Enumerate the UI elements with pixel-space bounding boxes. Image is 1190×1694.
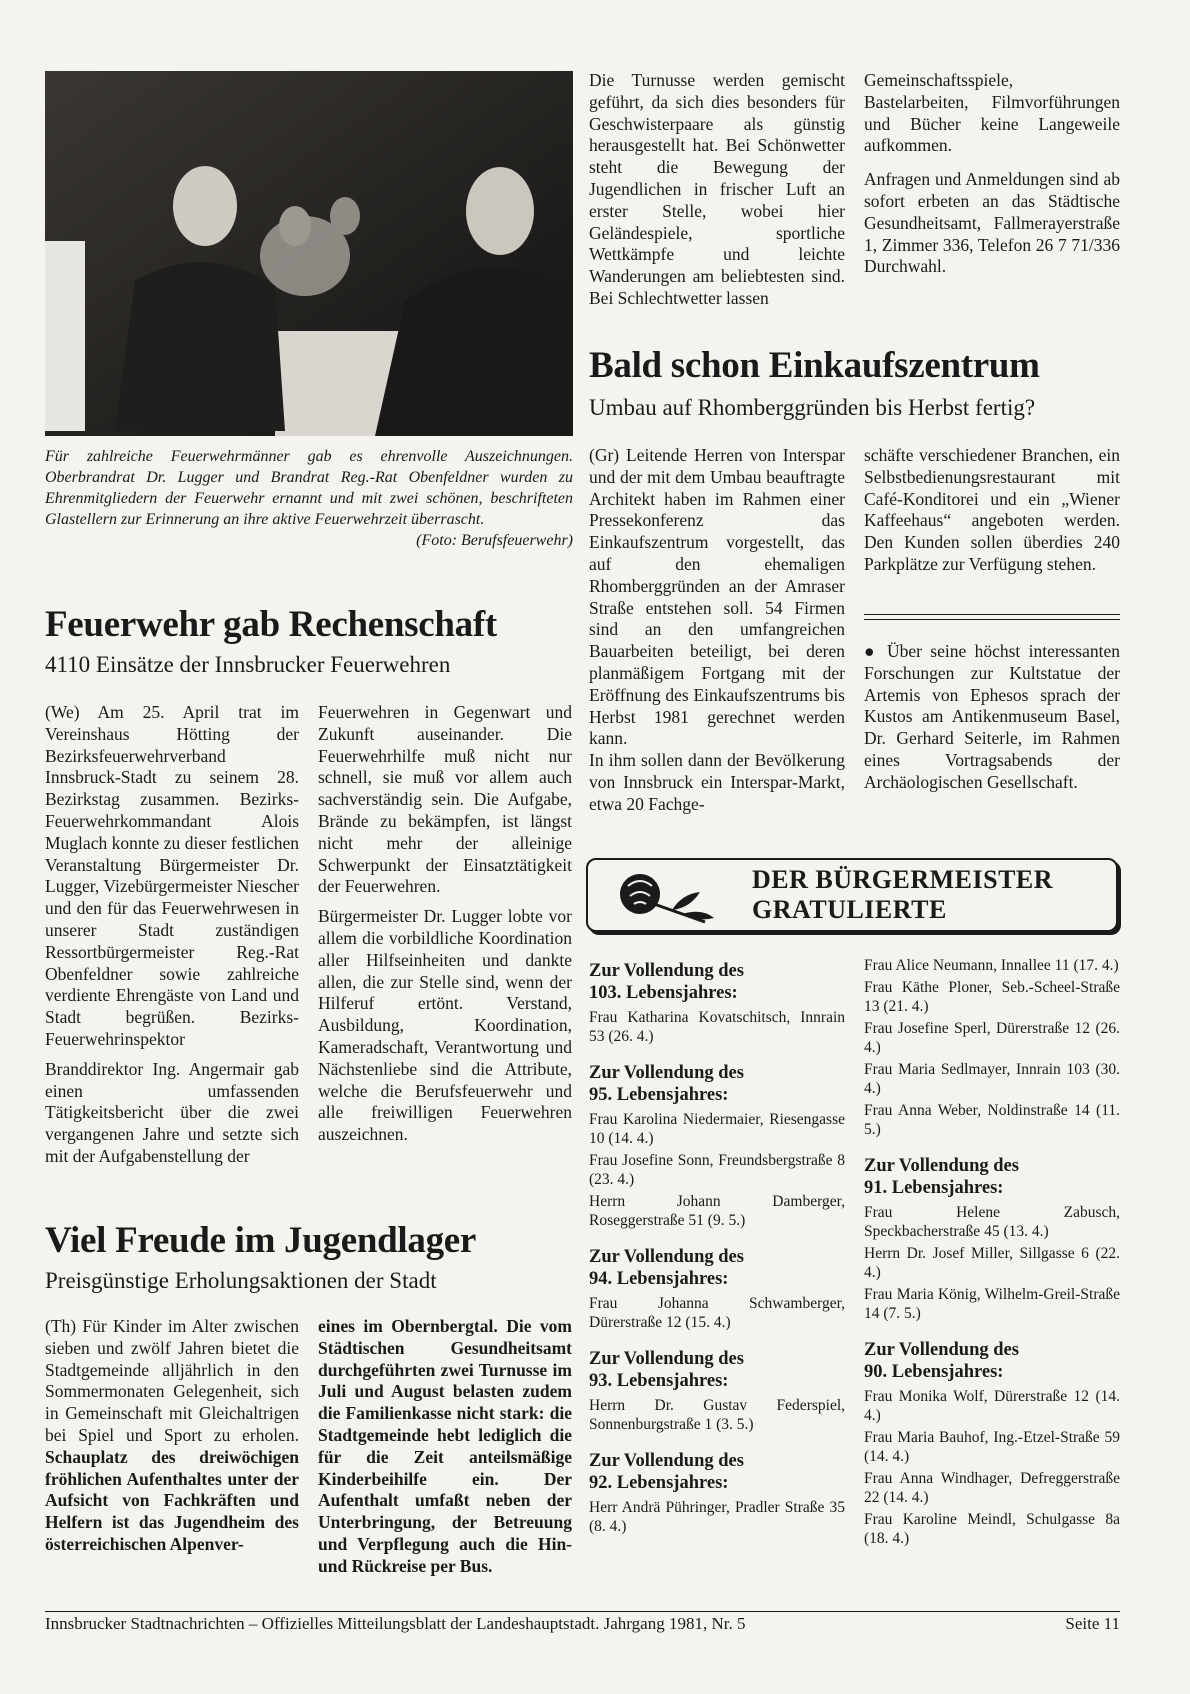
jugend-title: Viel Freude im Jugendlager (45, 1220, 477, 1261)
caption-credit: (Foto: Berufsfeuerwehr) (416, 532, 573, 549)
jugend-col1 (45, 1316, 299, 1564)
turnusse-col1-text: Die Turnusse werden gemischt geführt, da sich dies besonders für Geschwisterpaare als günstig herausgestellt hat. Bei Schönwetter steht die Bewegung der Jugendlichen in frischer Luft an erster Stelle, wobei hier Geländespiele, sportliche Wettkämpfe und leichte Wanderungen am beliebtesten sind. Bei Schlechtwetter lassen (589, 70, 845, 308)
gratulation-heading (864, 1339, 1120, 1383)
gratulation-heading-line2: 91. Lebensjahres: (864, 1178, 1004, 1198)
gratulation-group (589, 1450, 845, 1536)
gratulation-entry: Frau Maria Sedlmayer, Innrain 103 (30. 4.) (864, 1061, 1120, 1097)
column-divider (864, 614, 1120, 615)
gratulation-entry: Herrn Johann Damberger, Roseggerstraße 51 (9. 5.) (589, 1193, 845, 1229)
gratulation-heading-line2: 93. Lebensjahres: (589, 1371, 729, 1391)
feuerwehr-col2-text-b: Bürgermeister Dr. Lugger lobte vor allem die vorbildliche Koordination aller Hilfseinheiten und dankte allen, die zur Stelle sind, wenn der Hilferuf ertönt. Verstand, Ausbildung, Koordination, Kameradschaft, Verantwortung und Nächstenliebe sind die Attribute, welche die Berufsfeuerwehr und alle freiwilligen Feuerwehren auszeichnen. (318, 906, 572, 1145)
einkauf-col2-text: schäfte verschiedener Branchen, ein Selbstbedienungsrestaurant mit Café-Konditorei und ein „Wiener Kaffeehaus“ angeboten werden. Den Kunden sollen überdies 240 Parkplätze zur Verfügung stehen. (864, 445, 1120, 574)
caption-text: Für zahlreiche Feuerwehrmänner gab es ehrenvolle Auszeichnungen. Oberbrandrat Dr. Lugger und Brandrat Reg.-Rat Obenfeldner wurden zu Ehrenmitgliedern der Feuerwehr ernannt und mit zwei schönen, beschrifteten Glastellern zur Erinnerung an ihre aktive Feuerwehrzeit überrascht. (45, 448, 573, 528)
gratulation-heading-line1: Zur Vollendung des (589, 1451, 744, 1471)
jugend-subtitle: Preisgünstige Erholungsaktionen der Stadt (45, 1268, 437, 1293)
gratulation-entry: Frau Helene Zabusch, Speckbacherstraße 45 (13. 4.) (864, 1204, 1120, 1240)
gratulation-heading-line1: Zur Vollendung des (589, 1349, 744, 1369)
einkauf-col1-text-b: In ihm sollen dann der Bevölkerung von Innsbruck ein Interspar-Markt, etwa 20 Fachge- (589, 750, 845, 814)
feuerwehr-col1-text-a: (We) Am 25. April trat im Vereinshaus Hötting der Bezirksfeuerwehrverband Innsbruck-Stadt zu seinem 28. Bezirkstag zusammen. Bezirks-Feuerwehrkommandant Alois Muglach konnte zu dieser festlichen Veranstaltung Bürgermeister Dr. Lugger, Vizebürgermeister Niescher und den für das Feuerwehrwesen in unserer Stadt zuständigen Ressortbürgermeister Reg.-Rat Obenfeldner sowie zahlreiche verdiente Ehrengäste von Land und Stadt begrüßen. Bezirks-Feuerwehrinspektor (45, 702, 299, 1049)
gratulation-heading (589, 1246, 845, 1290)
gratulation-heading (589, 1348, 845, 1392)
jugend-col1-paragraph (45, 1316, 299, 1556)
turnusse-col1 (589, 70, 845, 318)
photo-caption (45, 446, 573, 551)
einkauf-title: Bald schon Einkaufszentrum (589, 345, 1040, 386)
gratulation-entry: Herrn Dr. Gustav Federspiel, Sonnenburgstraße 1 (3. 5.) (589, 1397, 845, 1433)
gratulation-banner (586, 858, 1118, 932)
gratulation-group (864, 1155, 1120, 1323)
gratulation-entry: Frau Maria Bauhof, Ing.-Etzel-Straße 59 (14. 4.) (864, 1429, 1120, 1465)
gratulation-heading-line2: 94. Lebensjahres: (589, 1269, 729, 1289)
gratulation-heading-line2: 92. Lebensjahres: (589, 1473, 729, 1493)
gratulation-title-line1: DER BÜRGERMEISTER (752, 865, 1054, 894)
gratulation-right-column (864, 956, 1120, 1564)
gratulation-heading (589, 960, 845, 1004)
gratulation-heading (589, 1450, 845, 1494)
gratulation-entry: Frau Alice Neumann, Innallee 11 (17. 4.) (864, 957, 1119, 974)
gratulation-entry: Frau Monika Wolf, Dürerstraße 12 (14. 4.) (864, 1388, 1120, 1424)
gratulation-entry: Frau Anna Windhager, Defreggerstraße 22 (14. 4.) (864, 1470, 1120, 1506)
bullet-icon: ● (864, 641, 879, 661)
feuerwehr-subtitle: 4110 Einsätze der Innsbrucker Feuerwehren (45, 652, 451, 677)
feuerwehr-title: Feuerwehr gab Rechenschaft (45, 604, 497, 645)
gratulation-heading-line1: Zur Vollendung des (864, 1156, 1019, 1176)
gratulation-group (589, 1348, 845, 1434)
gratulation-group (589, 1062, 845, 1230)
gratulation-heading-line1: Zur Vollendung des (589, 1063, 744, 1083)
einkauf-col1 (589, 445, 845, 824)
turnusse-col2-text-a: Gemeinschaftsspiele, Bastelarbeiten, Filmvorführungen und Bücher keine Langeweile aufkommen. (864, 70, 1120, 156)
turnusse-col2-text-b: Anfragen und Anmeldungen sind ab sofort erbeten an das Städtische Gesundheitsamt, Fallmerayerstraße 1, Zimmer 336, Telefon 26 7 71/336 Durchwahl. (864, 169, 1120, 277)
gratulation-heading (589, 1062, 845, 1106)
gratulation-heading-line2: 95. Lebensjahres: (589, 1085, 729, 1105)
gratulation-entry: Frau Karoline Meindl, Schulgasse 8a (18. 4.) (864, 1511, 1120, 1547)
photo-illustration (45, 71, 573, 436)
gratulation-entry: Frau Anna Weber, Noldinstraße 14 (11. 5.) (864, 1102, 1120, 1138)
rose-icon (610, 864, 730, 926)
gratulation-heading-line1: Zur Vollendung des (589, 961, 744, 981)
gratulation-group (864, 1339, 1120, 1548)
footer-page-number: Seite 11 (1065, 1614, 1120, 1633)
footer-rule (45, 1611, 1120, 1612)
gratulation-group (589, 1246, 845, 1332)
note-text: Über seine höchst interessanten Forschungen zur Kultstatue der Artemis von Ephesos sprach der Kustos am Antikenmuseum Basel, Dr. Gerhard Seiterle, im Rahmen eines Vortragsabends der Archäologischen Gesellschaft. (864, 641, 1121, 792)
column-divider (864, 619, 1120, 620)
gratulation-entry: Frau Käthe Ploner, Seb.-Scheel-Straße 13 (21. 4.) (864, 979, 1120, 1015)
gratulation-title-line2: GRATULIERTE (752, 895, 947, 924)
gratulation-heading-line1: Zur Vollendung des (864, 1340, 1019, 1360)
einkauf-col1-text-a: (Gr) Leitende Herren von Interspar und der mit dem Umbau beauftragte Architekt haben im Rahmen einer Pressekonferenz das Einkaufszentrum vorgestellt, das auf den ehemaligen Rhomberggründen an der Amraser Straße entstehen soll. 54 Firmen sind an den umfangreichen Bauarbeiten beteiligt, bei deren planmäßigem Fortgang mit der Eröffnung des Einkaufszentrums bis Herbst 1981 gerechnet werden kann. (589, 445, 845, 749)
gratulation-entry: Herr Andrä Pühringer, Pradler Straße 35 (8. 4.) (589, 1499, 845, 1535)
gratulation-entry: Frau Maria König, Wilhelm-Greil-Straße 14 (7. 5.) (864, 1286, 1120, 1322)
gratulation-entry: Frau Josefine Sperl, Dürerstraße 12 (26. 4.) (864, 1020, 1120, 1056)
gratulation-entry: Frau Karolina Niedermaier, Riesengasse 10 (14. 4.) (589, 1111, 845, 1147)
feuerwehr-col2-text-a: Feuerwehren in Gegenwart und Zukunft auseinander. Die Feuerwehrhilfe muß nicht nur schnell, sie muß vor allem auch sachverständig sein. Die Aufgabe, Brände zu bekämpfen, ist längst nicht mehr der alleinige Schwerpunkt der Einsatztätigkeit der Feuerwehren. (318, 702, 572, 897)
jugend-col2-text: eines im Obernbergtal. Die vom Städtischen Gesundheitsamt durchgeführten zwei Turnusse im Juli und August belasten zudem die Familienkasse nicht stark: die Stadtgemeinde hebt lediglich die für die Zeit anteilsmäßige Kinderbeihilfe ein. Der Aufenthalt umfaßt neben der Unterbringung, der Betreuung und Verpflegung auch die Hin- und Rückreise per Bus. (318, 1316, 572, 1576)
gratulation-heading-line2: 103. Lebensjahres: (589, 983, 738, 1003)
feuerwehr-col2 (318, 702, 572, 1154)
gratulation-heading-line1: Zur Vollendung des (589, 1247, 744, 1267)
gratulation-entry: Frau Katharina Kovatschitsch, Innrain 53 (26. 4.) (589, 1009, 845, 1045)
gratulation-entry: Herrn Dr. Josef Miller, Sillgasse 6 (22. 4.) (864, 1245, 1120, 1281)
gratulation-heading (864, 1155, 1120, 1199)
feuerwehr-col1 (45, 702, 299, 1176)
gratulation-entry: Frau Josefine Sonn, Freundsbergstraße 8 (23. 4.) (589, 1152, 845, 1188)
gratulation-group (589, 960, 845, 1046)
gratulation-left-column (589, 960, 845, 1552)
article-photo (45, 71, 573, 436)
einkauf-col2 (864, 445, 1120, 584)
note-paragraph (864, 641, 1120, 794)
gratulation-entry: Frau Johanna Schwamberger, Dürerstraße 12 (15. 4.) (589, 1295, 845, 1331)
einkauf-subtitle: Umbau auf Rhomberggründen bis Herbst fertig? (589, 395, 1036, 420)
jugend-col1-bold: Schauplatz des dreiwöchigen fröhlichen Aufenthaltes unter der Aufsicht von Fachkräften und Helfern ist das Jugendheim des österreichischen Alpenver- (45, 1446, 299, 1554)
footer-publication: Innsbrucker Stadtnachrichten – Offizielles Mitteilungsblatt der Landeshauptstadt. Jahrgang 1981, Nr. 5 (45, 1614, 746, 1633)
gratulation-group (864, 956, 1120, 1139)
jugend-col1-normal: (Th) Für Kinder im Alter zwischen sieben und zwölf Jahren bietet die Stadtgemeinde alljährlich in den Sommermonaten Gelegenheit, sich in Gemeinschaft mit Gleichaltrigen bei Spiel und Sport zu erholen. (45, 1316, 299, 1445)
turnusse-col2 (864, 70, 1120, 286)
archaeology-note (864, 641, 1120, 802)
jugend-col2 (318, 1316, 572, 1586)
feuerwehr-col1-text-b: Branddirektor Ing. Angermair gab einen umfassenden Tätigkeitsbericht über die zwei vergangenen Jahre und setzte sich mit der Aufgabenstellung der (45, 1058, 299, 1166)
gratulation-heading-line2: 90. Lebensjahres: (864, 1362, 1004, 1382)
